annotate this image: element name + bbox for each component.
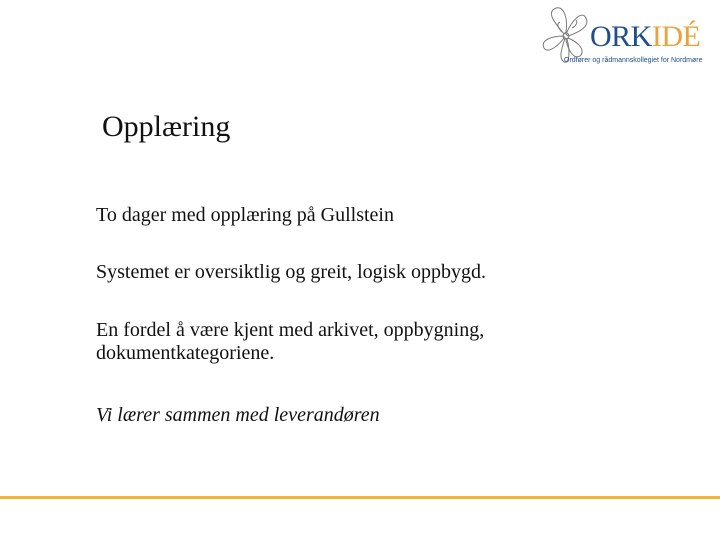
body-item [96,319,484,365]
body-item-line: En fordel å være kjent med arkivet, oppbygning, [96,319,485,341]
logo-word-end: IDÉ [651,20,701,53]
logo-wordmark [590,18,700,56]
orkide-logo [536,4,716,70]
logo-word-start: ORK [590,20,652,53]
body-item-line: dokumentkategoriene. [96,342,275,364]
body-item: Systemet er oversiktlig og greit, logisk oppbygd. [96,261,486,283]
body-item: To dager med opplæring på Gullstein [96,204,394,226]
slide-title: Opplæring [102,110,231,143]
logo-tagline: Ordfører og rådmannskollegiet for Nordmøre [564,57,703,64]
footer-divider [0,496,720,499]
body-item-italic: Vi lærer sammen med leverandøren [96,404,380,426]
